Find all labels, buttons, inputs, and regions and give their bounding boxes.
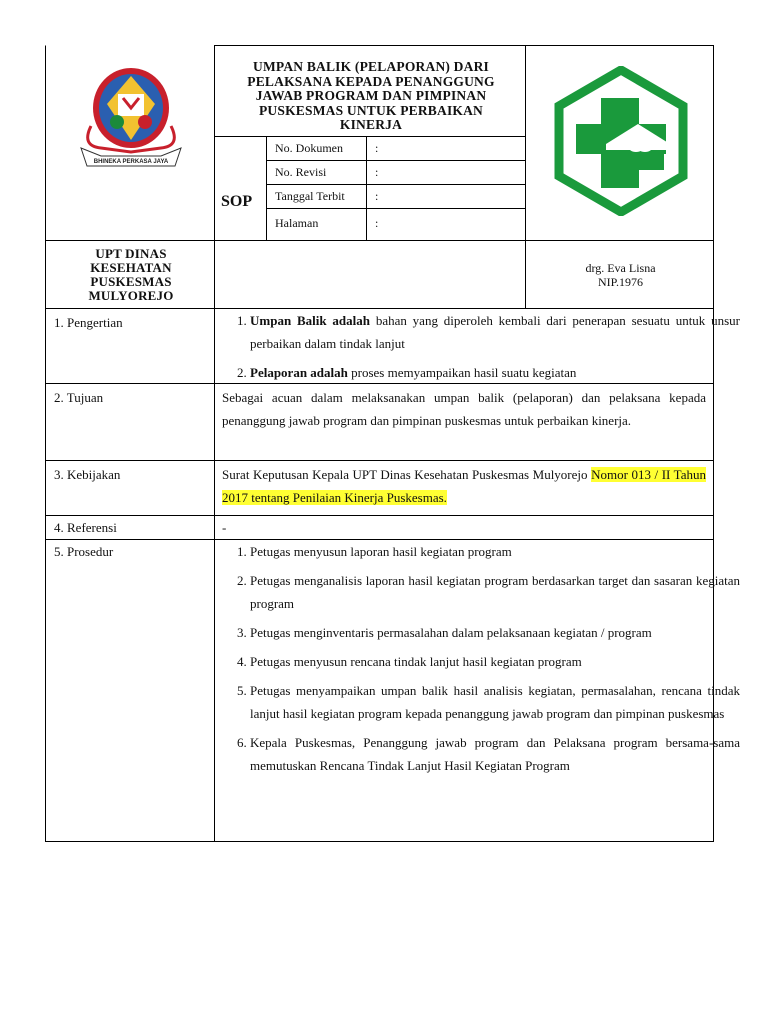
kebijakan-text: Surat Keputusan Kepala UPT Dinas Kesehatan Puskesmas Mulyorejo Nomor 013 / II Tahun 2017 tentang Penilaian Kinerja Puskesmas. (222, 467, 706, 505)
referensi-content-cell (214, 515, 714, 540)
tujuan-label: 2. Tujuan (54, 390, 104, 405)
empty-middle-cell (214, 240, 526, 309)
pengertian-label: 1. Pengertian (54, 315, 123, 330)
pengertian-list (215, 309, 740, 390)
kebijakan-highlight: Nomor 013 / II Tahun 2017 tentang Penilaian Kinerja Puskesmas. (222, 467, 706, 505)
list-item: 2. Petugas menganalisis laporan hasil kegiatan program berdasarkan target dan sasaran kegiatan program (250, 569, 740, 615)
prosedur-content-cell (214, 539, 740, 842)
sop-label: SOP (221, 193, 253, 210)
list-item: 1. Petugas menyusun laporan hasil kegiatan program (250, 540, 740, 563)
kebijakan-label-cell (45, 460, 215, 516)
signatory-nip: NIP.1976 (597, 275, 643, 289)
list-item: 4. Petugas menyusun rencana tindak lanjut hasil kegiatan program (250, 650, 740, 673)
regional-emblem-icon (71, 56, 191, 176)
title-cell (214, 45, 526, 137)
kebijakan-label: 3. Kebijakan (54, 467, 121, 482)
signatory-name: drg. Eva Lisna (585, 261, 656, 275)
meta-value-no-dokumen: : (366, 136, 526, 161)
list-item: 1. Umpan Balik adalah bahan yang diperoleh kembali dari penerapan sesuatu untuk unsur perbaikan dalam tindak lanjut (250, 309, 740, 355)
meta-value-halaman: : (366, 208, 526, 241)
kebijakan-content-cell (214, 460, 714, 516)
signatory-cell (525, 240, 714, 309)
referensi-label-cell (45, 515, 215, 540)
prosedur-label: 5. Prosedur (54, 544, 114, 559)
prosedur-label-cell (45, 539, 215, 842)
org-name-cell (45, 240, 215, 309)
meta-label-no-revisi: No. Revisi (266, 160, 367, 185)
org-name: UPT DINAS KESEHATAN PUSKESMAS MULYOREJO (88, 246, 174, 303)
pengertian-content-cell (214, 308, 741, 384)
document-title: UMPAN BALIK (PELAPORAN) DARI PELAKSANA KEPADA PENANGGUNG JAWAB PROGRAM DAN PIMPINAN PUSKESMAS UNTUK PERBAIKAN KINERJA (247, 59, 495, 132)
puskesmas-logo-icon (546, 66, 696, 216)
meta-label-halaman: Halaman (266, 208, 367, 241)
sop-label-cell (214, 136, 267, 241)
tujuan-text: Sebagai acuan dalam melaksanakan umpan balik (pelaporan) dan pelaksana kepada penanggung jawab program dan pimpinan puskesmas untuk perbaikan kinerja. (222, 390, 706, 428)
tujuan-label-cell (45, 383, 215, 461)
list-item: 5. Petugas menyampaikan umpan balik hasil analisis kegiatan, permasalahan, rencana tindak lanjut hasil kegiatan program kepada penanggung jawab program dan pimpinan puskesmas (250, 679, 740, 725)
list-item: 6. Kepala Puskesmas, Penanggung jawab program dan Pelaksana program bersama-sama memutuskan Rencana Tindak Lanjut Hasil Kegiatan Program (250, 731, 740, 777)
list-item: 3. Petugas menginventaris permasalahan dalam pelaksanaan kegiatan / program (250, 621, 740, 644)
list-item: 2. Pelaporan adalah proses memyampaikan hasil suatu kegiatan (250, 361, 740, 384)
meta-label-no-dokumen: No. Dokumen (266, 136, 367, 161)
meta-value-tanggal-terbit: : (366, 184, 526, 209)
right-logo-cell (525, 45, 714, 241)
referensi-label: 4. Referensi (54, 520, 117, 535)
meta-label-tanggal-terbit: Tanggal Terbit (266, 184, 367, 209)
tujuan-content-cell (214, 383, 714, 461)
svg-text:BHINEKA PERKASA JAYA: BHINEKA PERKASA JAYA (93, 159, 169, 165)
meta-value-no-revisi: : (366, 160, 526, 185)
prosedur-list (215, 540, 740, 783)
left-logo-cell (45, 45, 215, 241)
pengertian-label-cell (45, 308, 215, 384)
referensi-text: - (222, 520, 227, 535)
